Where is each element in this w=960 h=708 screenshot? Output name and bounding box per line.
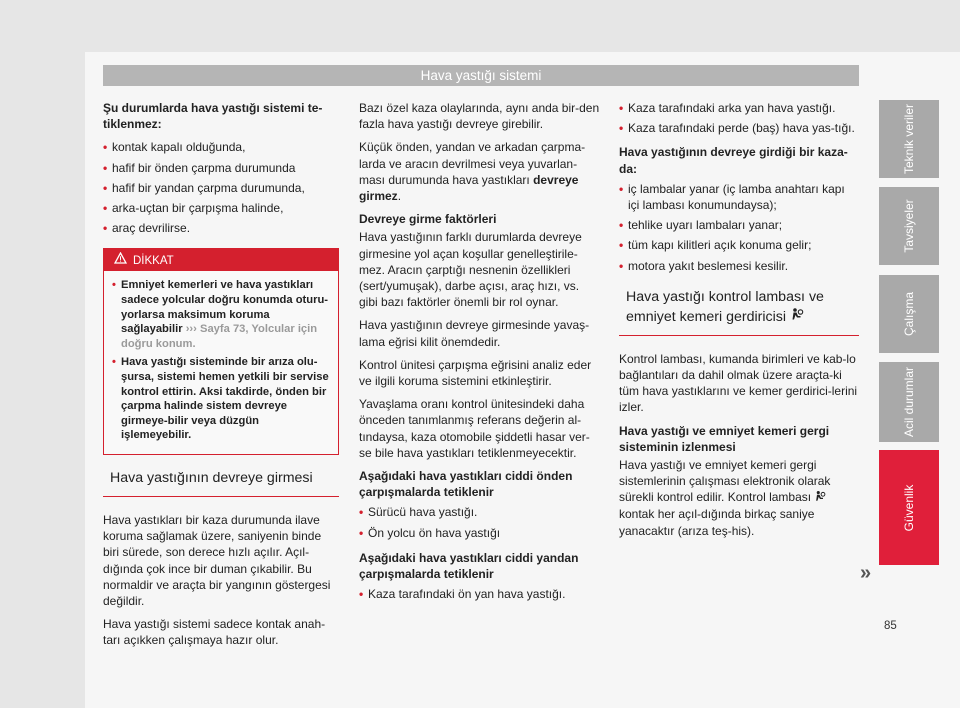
- column-middle: [359, 100, 601, 606]
- subheading: Devreye girme faktörleri: [359, 212, 497, 227]
- subheading: Hava yastığının devreye girdiği bir kaza-da:: [619, 145, 848, 176]
- paragraph: Hava yastığı sistemi sadece kontak anah-tarı açıkken çalışmaya hazır olur.: [103, 617, 326, 648]
- paragraph-text: kontak her açıl-dığında birkaç saniye yanacaktır (arıza teş-his).: [619, 507, 815, 538]
- page-number: 85: [884, 620, 897, 632]
- list-item: • Kaza tarafındaki arka yan hava yastığı.: [619, 100, 859, 116]
- paragraph-end: .: [397, 189, 402, 204]
- reference-arrow: ›››: [185, 323, 197, 336]
- list-item: • tüm kapı kilitleri açık konuma gelir;: [619, 237, 859, 253]
- list-item: • hafif bir yandan çarpma durumunda,: [103, 180, 339, 196]
- paragraph: Hava yastıkları bir kaza durumunda ilave koruma sağlamak üzere, saniyenin binde biri sürede, son derece hızlı açılır. Açıl-dığında çok ince bir duman çıkabilir. Bu normaldir ve araçta bir yangının göstergesi değildir.: [103, 512, 331, 608]
- paragraph-text: Hava yastığı ve emniyet kemeri gergi sistemlerinin çalışması elektronik olarak sürekli kontrol edilir. Kontrol lambası: [619, 458, 831, 505]
- airbag-warning-icon: [814, 490, 826, 506]
- list-item: • kontak kapalı olduğunda,: [103, 139, 339, 155]
- paragraph: Yavaşlama oranı kontrol ünitesindeki daha önceden tanımlanmış referans değerin al-tındaysa, kaza otomobile şiddetli hasar ver-se bile hava yastıkları tetiklenmeyecektir.: [359, 397, 590, 460]
- intro-text: Şu durumlarda hava yastığı sistemi te-tiklenmez:: [103, 101, 323, 132]
- paragraph: Hava yastığının farklı durumlarda devreye girmesine yol açan koşullar genelleştirile-mez. Aracın çarptığı nesnenin özellikleri (sert/yumuşak), darbe açısı, araç hızı, vs. gibi bazı faktörler önemli bir rol oynar.: [359, 230, 582, 310]
- warning-item-text: Emniyet kemerleri ve hava yastıkları sadece yolcular doğru konumda oturu-yorlarsa maksimum koruma sağlayabilir: [121, 279, 329, 336]
- column-left: [103, 100, 339, 656]
- column-right: [619, 100, 859, 546]
- paragraph: Kontrol ünitesi çarpışma eğrisini analiz eder ve ilgili koruma sistemini etkinleştirir.: [359, 357, 592, 389]
- warning-item: [112, 278, 330, 351]
- paragraph-emphasis: devreye girmez: [359, 172, 579, 204]
- tab-label: Acil durumlar: [902, 366, 916, 438]
- subheading: Aşağıdaki hava yastıkları ciddi yandan çarpışmalarda tetiklenir: [359, 550, 579, 582]
- tab-calisma[interactable]: [879, 275, 939, 353]
- page-reference-link[interactable]: Sayfa 73, Yolcular için doğru konum.: [121, 323, 318, 350]
- section-title: [619, 288, 859, 336]
- tab-label: Çalışma: [902, 291, 916, 337]
- list-item: • Kaza tarafındaki ön yan hava yastığı.: [359, 586, 601, 602]
- tab-label: Güvenlik: [902, 484, 916, 531]
- subheading: Hava yastığı ve emniyet kemeri gergi sisteminin izlenmesi: [619, 423, 830, 454]
- paragraph-text: Küçük önden, yandan ve arkadan çarpma-larda ve aracın devrilmesi veya yuvarlan-ması durumunda hava yastıkları: [359, 140, 586, 187]
- section-title: Hava yastığının devreye girmesi: [103, 469, 339, 497]
- tab-guvenlik[interactable]: [879, 450, 939, 565]
- warning-body: [104, 271, 338, 454]
- list-item: • motora yakıt beslemesi kesilir.: [619, 258, 859, 274]
- list-item: • araç devrilirse.: [103, 220, 339, 236]
- list-item: • Kaza tarafındaki perde (baş) hava yas-tığı.: [619, 120, 859, 136]
- paragraph: Bazı özel kaza olaylarında, aynı anda bir-den fazla hava yastığı devreye girebilir.: [359, 101, 600, 132]
- warning-header: [104, 249, 338, 271]
- tab-tavsiyeler[interactable]: [879, 187, 939, 265]
- paragraph: [359, 139, 601, 204]
- list-item: • tehlike uyarı lambaları yanar;: [619, 217, 859, 233]
- paragraph: Kontrol lambası, kumanda birimleri ve kab-lo bağlantıları da dahil olmak üzere araçta-ki tüm hava yastıklarını ve kemer gerdirici-lerini izler.: [619, 351, 858, 415]
- tab-teknik-veriler[interactable]: [879, 100, 939, 178]
- warning-box: [103, 248, 339, 455]
- page-header: Hava yastığı sistemi: [103, 65, 859, 86]
- list-item: • Sürücü hava yastığı.: [359, 504, 601, 520]
- subheading: Aşağıdaki hava yastıkları ciddi önden çarpışmalarda tetiklenir: [359, 469, 573, 500]
- tab-acil-durumlar[interactable]: [879, 362, 939, 442]
- tab-label: Tavsiyeler: [902, 199, 916, 253]
- warning-item: • Hava yastığı sisteminde bir arıza olu-şursa, sistemi hemen yetkili bir servise kontrol ettirin. Aksi takdirde, önden bir çarpma halinde sistem devreye girmeye-bilir veya düzgün işlemeyebilir.: [112, 355, 330, 443]
- warning-triangle-icon: [114, 249, 127, 271]
- section-title-text: Hava yastığı kontrol lambası ve emniyet kemeri gerdiricisi: [626, 288, 824, 325]
- list-item: • hafif bir önden çarpma durumunda: [103, 160, 339, 176]
- list-item: • arka-uçtan bir çarpışma halinde,: [103, 200, 339, 216]
- airbag-warning-icon: [790, 307, 804, 327]
- continued-arrow: »: [860, 562, 872, 584]
- warning-title: DİKKAT: [133, 255, 174, 268]
- paragraph: [619, 457, 859, 539]
- list-item: • iç lambalar yanar (iç lamba anahtarı kapı içi lambası konumundaysa);: [619, 181, 859, 213]
- tab-label: Teknik veriler: [902, 103, 916, 175]
- paragraph: Hava yastığının devreye girmesinde yavaş-lama eğrisi kilit önemdedir.: [359, 318, 590, 349]
- list-item: • Ön yolcu ön hava yastığı: [359, 525, 601, 541]
